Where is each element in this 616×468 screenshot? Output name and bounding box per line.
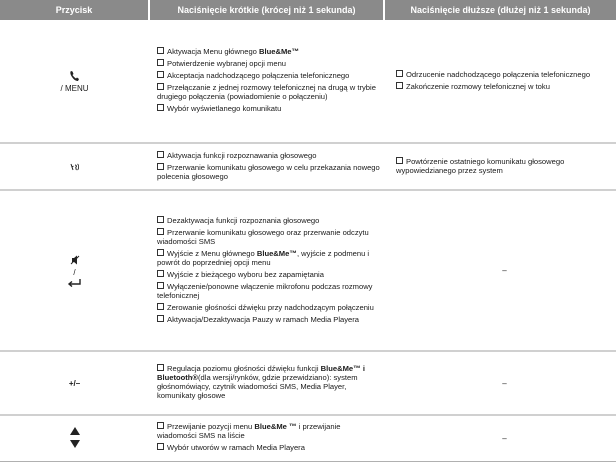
- checkbox-bullet-icon: [157, 282, 164, 289]
- long-press-cell: –: [502, 266, 507, 275]
- list-item: Przewijanie pozycji menu Blue&Me ™ i przewijanie wiadomości SMS na liście: [157, 422, 341, 441]
- long-press-cell: –: [502, 433, 507, 443]
- button-cell-voice: [0, 143, 149, 190]
- checkbox-bullet-icon: [396, 82, 403, 89]
- checkbox-bullet-icon: [157, 364, 164, 371]
- list-item: Wybór wyświetlanego komunikatu: [157, 104, 381, 113]
- button-cell-mute-return: [0, 190, 149, 351]
- short-press-cell: [149, 20, 384, 143]
- header-button: Przycisk: [0, 0, 149, 20]
- checkbox-bullet-icon: [157, 249, 164, 256]
- table-header-row: [0, 0, 616, 20]
- checkbox-bullet-icon: [157, 303, 164, 310]
- table-row: [0, 143, 616, 190]
- long-press-cell: [384, 143, 616, 190]
- checkbox-bullet-icon: [157, 163, 164, 170]
- list-item: Aktywacja/Dezaktywacja Pauzy w ramach Media Playera: [157, 315, 381, 324]
- checkbox-bullet-icon: [157, 216, 164, 223]
- button-label: /: [73, 268, 76, 277]
- table-row: [0, 20, 616, 143]
- checkbox-bullet-icon: [157, 270, 164, 277]
- list-item: Wyłączenie/ponowne włączenie mikrofonu podczas rozmowy telefonicznej: [157, 281, 373, 300]
- button-label: +/–: [68, 378, 81, 388]
- header-short-press: Naciśnięcie krótkie (krócej niż 1 sekunda): [149, 0, 384, 20]
- short-press-cell: [149, 415, 384, 461]
- list-item: Przerwanie komunikatu głosowego w celu przekazania nowego polecenia głosowego: [157, 162, 380, 181]
- checkbox-bullet-icon: [396, 70, 403, 77]
- button-cell-volume: [0, 351, 149, 415]
- short-press-cell: [149, 351, 384, 415]
- list-item: Potwierdzenie wybranej opcji menu: [157, 59, 381, 68]
- long-press-cell: –: [502, 378, 507, 388]
- list-item: Powtórzenie ostatniego komunikatu głosowego wypowiedzianego przez system: [396, 156, 565, 175]
- list-item: Aktywacja Menu głównego Blue&Me™: [157, 47, 381, 56]
- long-press-cell: [384, 20, 616, 143]
- table-row: [0, 415, 616, 461]
- short-press-cell: [149, 143, 384, 190]
- mute-icon: [69, 254, 81, 266]
- voice-recognition-icon: [69, 161, 81, 173]
- checkbox-bullet-icon: [157, 151, 164, 158]
- header-long-press: Naciśnięcie dłuższe (dłużej niż 1 sekunda): [384, 0, 616, 20]
- checkbox-bullet-icon: [157, 228, 164, 235]
- button-cell-arrows: [0, 415, 149, 461]
- checkbox-bullet-icon: [396, 157, 403, 164]
- list-item: Wyjście z Menu głównego Blue&Me™, wyjście z podmenu i powrót do poprzedniej opcji menu: [157, 248, 370, 267]
- table-row: [0, 351, 616, 415]
- list-item: Dezaktywacja funkcji rozpoznania głosowego: [157, 216, 381, 225]
- checkbox-bullet-icon: [157, 315, 164, 322]
- list-item: Przełączanie z jednej rozmowy telefonicznej na drugą w trybie drugiego połączenia (powiadomienie o połączeniu): [157, 83, 376, 101]
- checkbox-bullet-icon: [157, 71, 164, 78]
- list-item: Akceptacja nadchodzącego połączenia telefonicznego: [157, 71, 381, 80]
- button-cell-menu: [0, 20, 149, 143]
- checkbox-bullet-icon: [157, 422, 164, 429]
- list-item: Przerwanie komunikatu głosowego oraz przerwanie odczytu wiadomości SMS: [157, 227, 369, 246]
- list-item: Regulacja poziomu głośności dźwięku funkcji Blue&Me™ i Bluetooth®(dla wersji/rynków, gdzie przewidziano): system głośnomówiący, czytnik wiadomości SMS, Media Player, komunikaty głosowe: [157, 364, 365, 400]
- up-down-arrows-icon: [69, 426, 81, 450]
- list-item: Wyjście z bieżącego wyboru bez zapamiętania: [157, 270, 381, 279]
- checkbox-bullet-icon: [157, 83, 164, 90]
- list-item: Odrzucenie nadchodzącego połączenia telefonicznego: [396, 70, 613, 79]
- checkbox-bullet-icon: [157, 443, 164, 450]
- list-item: Zakończenie rozmowy telefonicznej w toku: [396, 82, 613, 91]
- checkbox-bullet-icon: [157, 59, 164, 66]
- button-label: / MENU: [60, 83, 89, 93]
- list-item: Zerowanie głośności dźwięku przy nadchodzącym połączeniu: [157, 303, 381, 312]
- checkbox-bullet-icon: [157, 104, 164, 111]
- table-row: [0, 190, 616, 351]
- phone-handset-icon: [69, 70, 81, 82]
- return-arrow-icon: [67, 277, 83, 287]
- list-item: Wybór utworów w ramach Media Playera: [157, 443, 381, 452]
- list-item: Aktywacja funkcji rozpoznawania głosowego: [157, 151, 381, 160]
- checkbox-bullet-icon: [157, 47, 164, 54]
- short-press-cell: [149, 190, 384, 351]
